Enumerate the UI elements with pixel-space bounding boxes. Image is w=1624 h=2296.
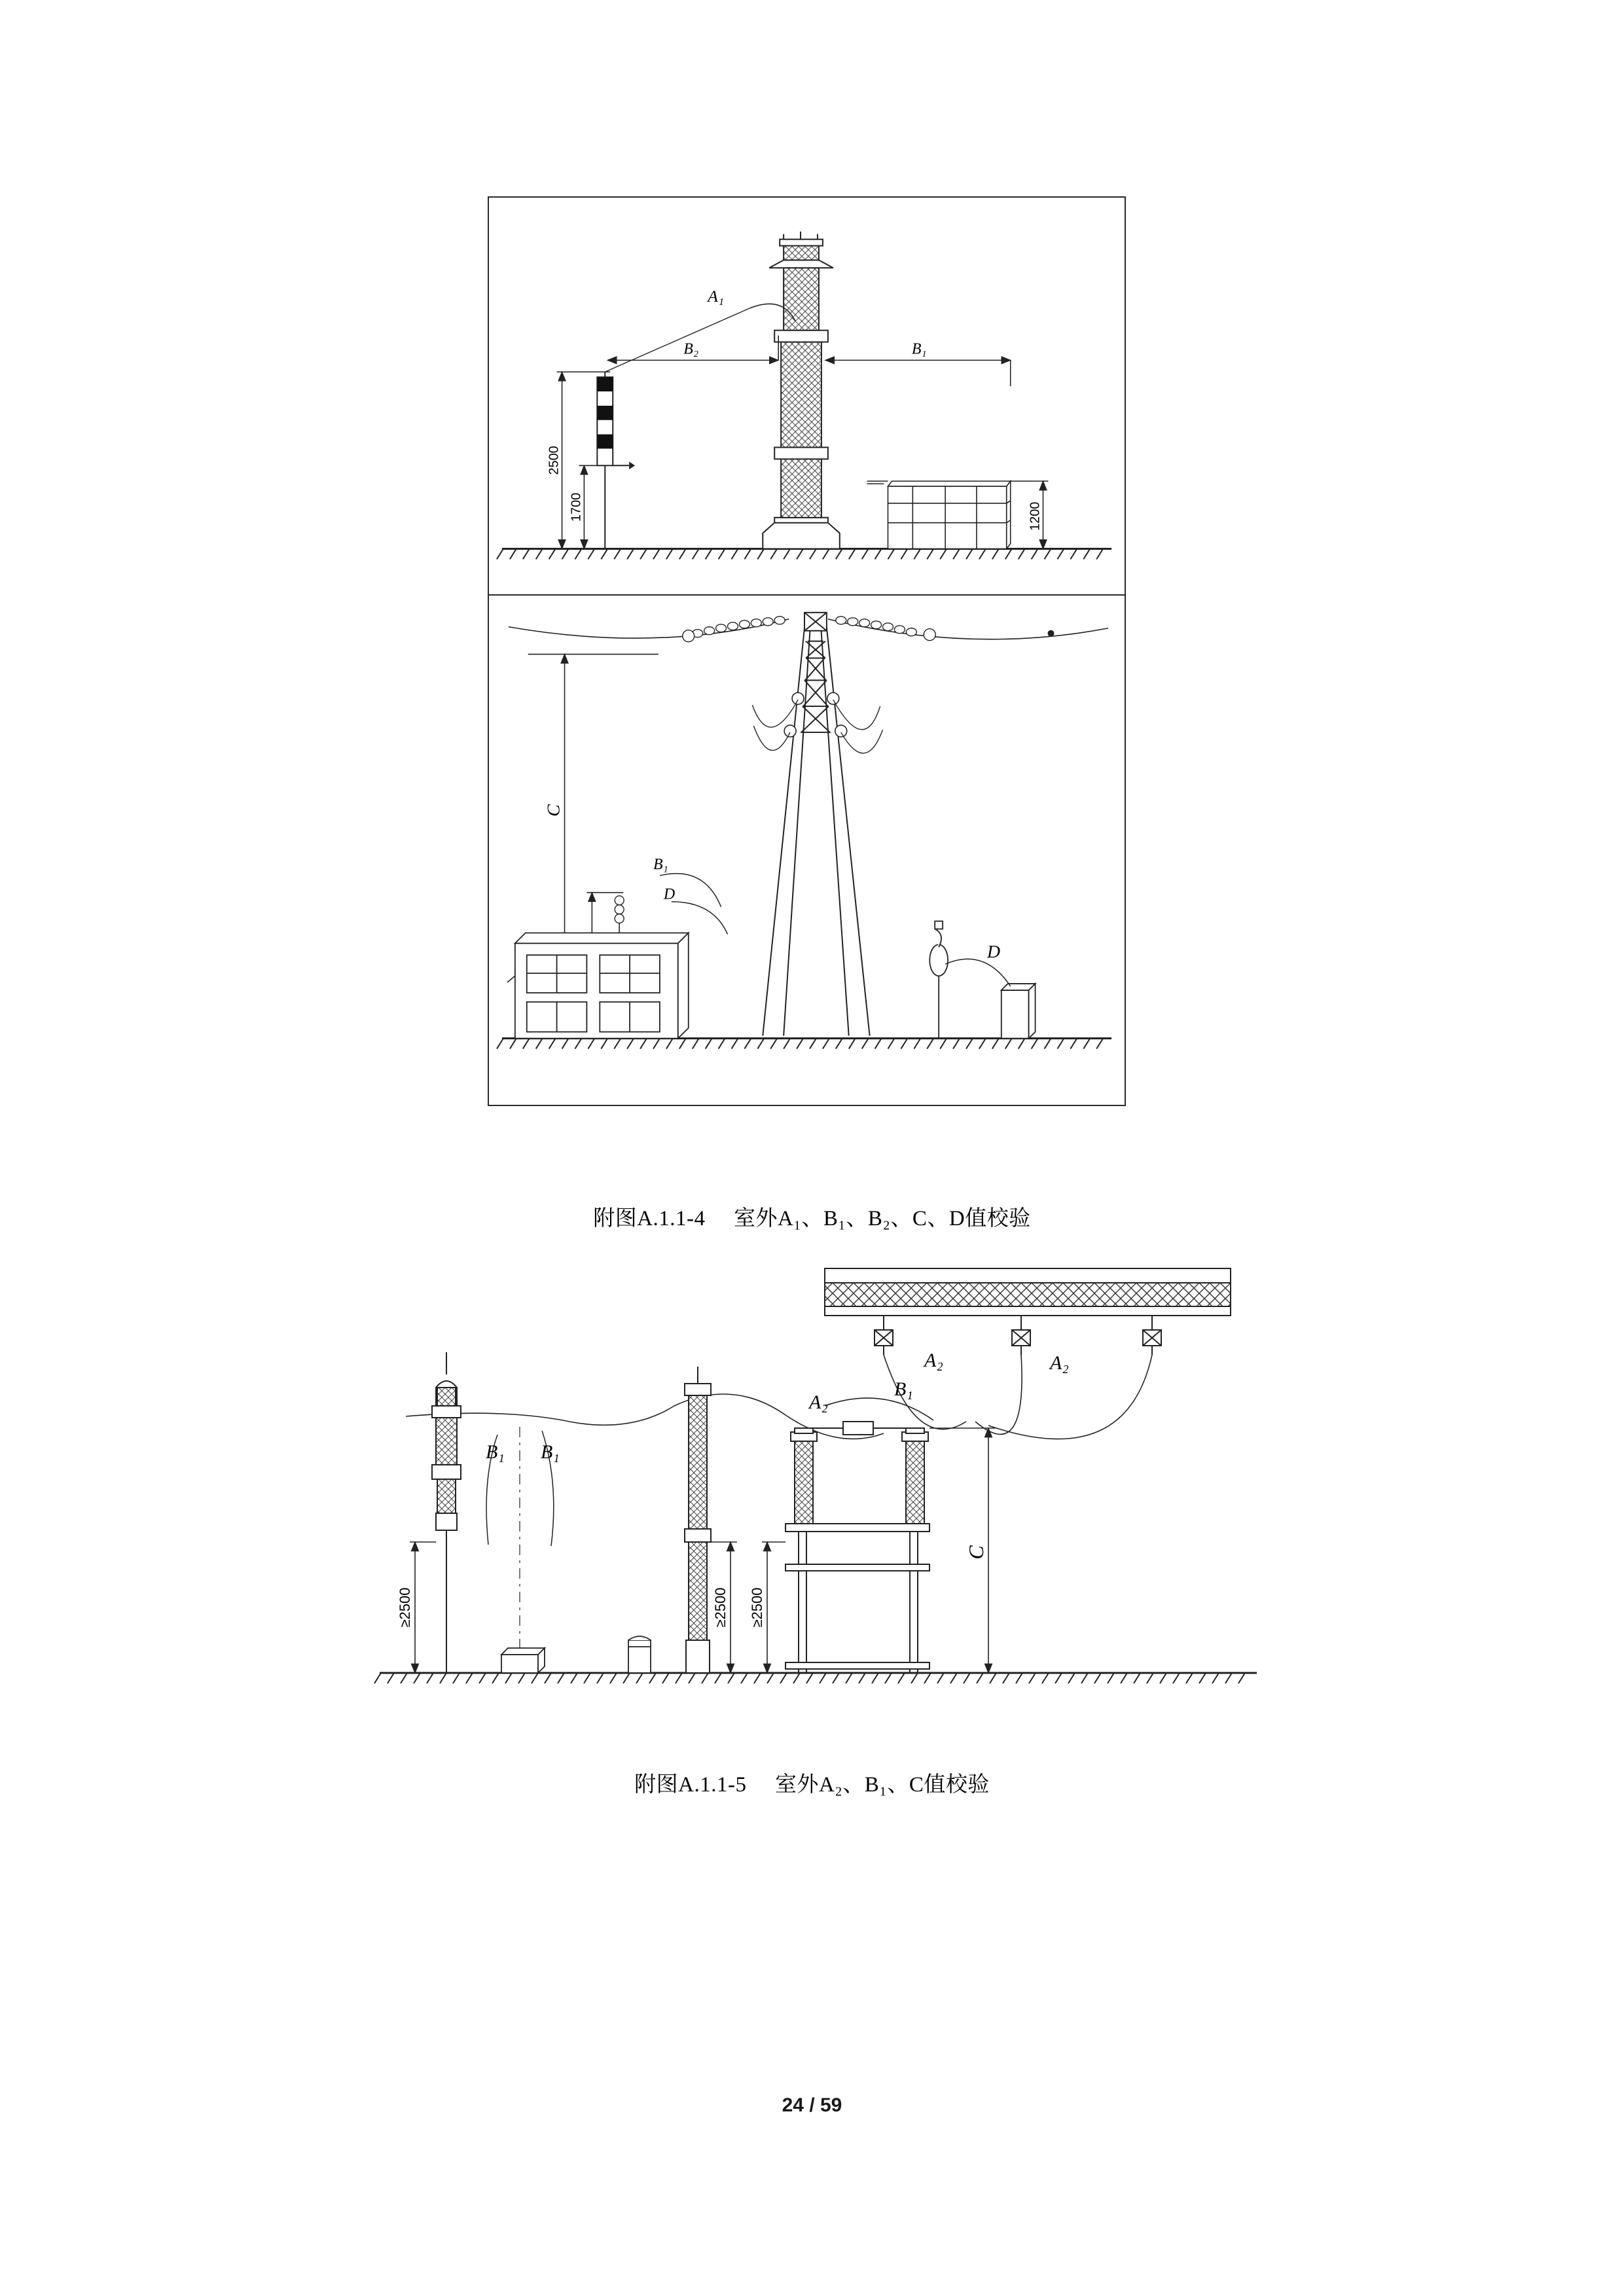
dim-2500-label: 2500 (547, 446, 562, 475)
label-b1-left1: B₁ (486, 1441, 505, 1463)
dim-ge2500-third: ≥2500 (749, 1587, 765, 1628)
figure-a114-caption (0, 1201, 1624, 1232)
figure-a115-caption (0, 1767, 1624, 1798)
label-a2-1: A₂ (924, 1350, 943, 1371)
figure-a115-caption-prefix: 附图A.1.1-5 (634, 1773, 747, 1797)
figure-a114-top-drawing (489, 198, 1125, 594)
label-d-left: D (663, 886, 676, 903)
figure-a115-drawing (367, 1257, 1270, 1741)
label-b1-right: B₁ (894, 1378, 913, 1400)
label-b1-top: B₁ (911, 340, 927, 358)
label-d-right: D (986, 942, 1001, 963)
label-c-bottom: C (543, 804, 564, 817)
dim-ge2500-left: ≥2500 (397, 1587, 413, 1628)
dim-ge2500-middle: ≥2500 (712, 1587, 729, 1628)
figure-a114-bottom-drawing (489, 596, 1125, 1105)
page-footer: 24 / 59 (782, 2094, 842, 2116)
figure-a114 (488, 196, 1126, 1106)
label-a2-2: A₂ (1050, 1352, 1069, 1374)
figure-a115-caption-text: 室外A₂、B₁、C值校验 (774, 1773, 990, 1797)
figure-a114-caption-text: 室外A₁、B₁、B₂、C、D值校验 (734, 1207, 1031, 1230)
label-a2-3: A₂ (809, 1391, 828, 1413)
figure-a114-bottom-panel (488, 594, 1126, 1106)
dim-1200-label: 1200 (1028, 501, 1043, 531)
label-b1-bottom: B₁ (653, 855, 668, 873)
label-a1: A₁ (708, 286, 724, 306)
figure-a115 (367, 1257, 1270, 1741)
figure-a114-caption-prefix: 附图A.1.1-4 (593, 1207, 706, 1230)
figure-a114-top-panel (488, 196, 1126, 596)
label-c-right: C (964, 1545, 988, 1560)
dim-1700-label: 1700 (569, 492, 584, 522)
label-b1-left2: B₁ (541, 1441, 560, 1463)
label-b2: B₂ (683, 340, 699, 358)
